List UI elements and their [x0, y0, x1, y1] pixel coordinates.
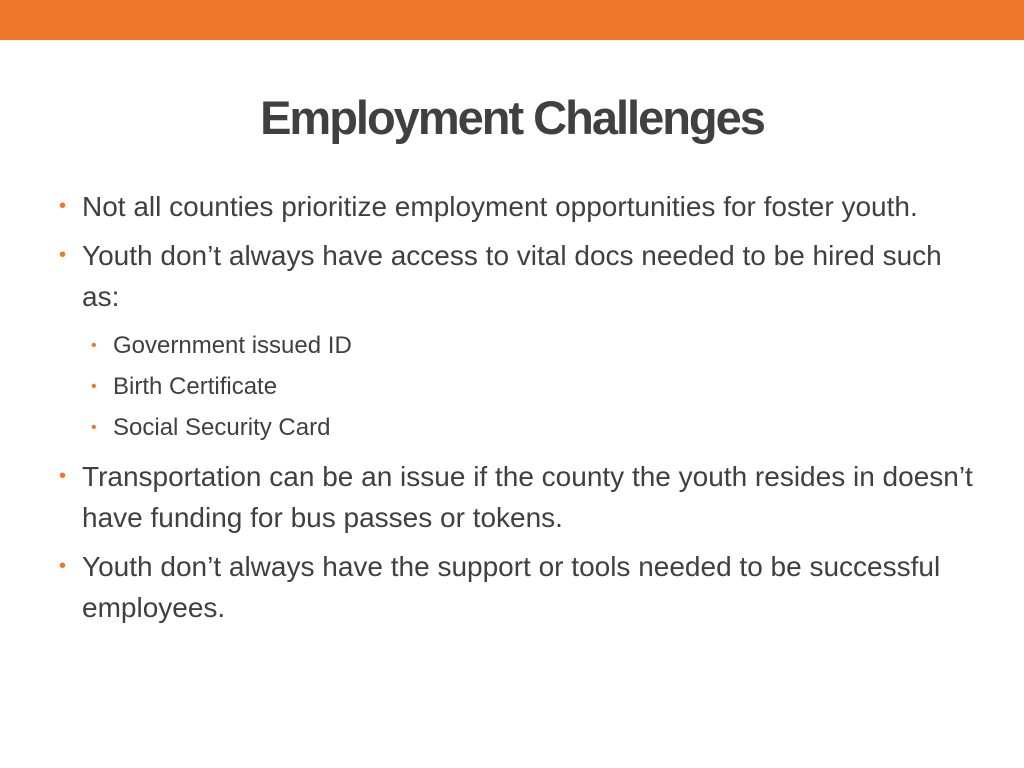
bullet-dot-icon: • — [91, 337, 97, 354]
bullet-item — [56, 546, 976, 628]
bullet-item — [56, 186, 976, 227]
sub-bullet-item — [82, 325, 976, 366]
bullet-text: Not all counties prioritize employment opportunities for foster youth. — [82, 191, 918, 222]
sub-bullet-text: Government issued ID — [113, 332, 352, 359]
sub-bullet-list — [82, 325, 976, 448]
bullet-item — [56, 235, 976, 448]
bullet-text: Transportation can be an issue if the county the youth resides in doesn’t have funding for bus passes or tokens. — [82, 461, 973, 533]
bullet-dot-icon: • — [59, 465, 67, 487]
bullet-dot-icon: • — [59, 555, 67, 577]
bullet-dot-icon: • — [59, 195, 67, 217]
bullet-item — [56, 456, 976, 538]
bullet-dot-icon: • — [91, 378, 97, 395]
bullet-text: Youth don’t always have access to vital docs needed to be hired such as: — [82, 240, 942, 312]
sub-bullet-item — [82, 366, 976, 407]
slide-title: Employment Challenges — [260, 91, 764, 144]
sub-bullet-text: Birth Certificate — [113, 373, 278, 400]
sub-bullet-item — [82, 407, 976, 448]
bullet-dot-icon: • — [59, 244, 67, 266]
bullet-list — [56, 186, 976, 636]
bullet-dot-icon: • — [91, 419, 97, 436]
bullet-text: Youth don’t always have the support or tools needed to be successful employees. — [82, 551, 941, 623]
accent-bar — [0, 0, 1024, 40]
sub-bullet-text: Social Security Card — [113, 414, 331, 441]
